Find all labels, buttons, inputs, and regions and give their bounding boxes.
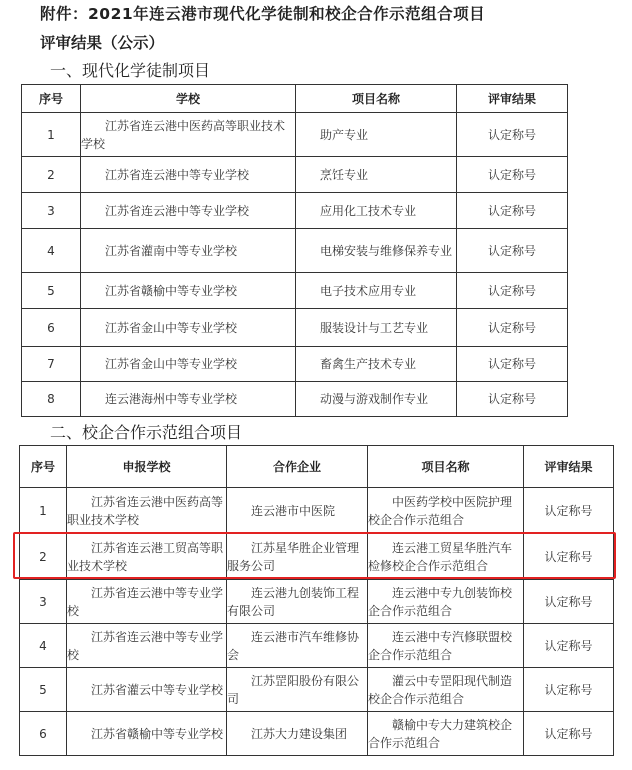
cell-no: 7 [22, 347, 81, 382]
document-subtitle: 评审结果（公示） [40, 34, 165, 52]
cell-school: 江苏省连云港工贸高等职业技术学校 [67, 534, 227, 580]
cell-no: 4 [20, 624, 67, 668]
cell-project: 连云港中专汽修联盟校企合作示范组合 [368, 624, 524, 668]
cell-project: 动漫与游戏制作专业 [296, 382, 457, 417]
cell-project: 连云港工贸星华胜汽车检修校企合作示范组合 [368, 534, 524, 580]
table-row [20, 534, 614, 580]
table-row [20, 488, 614, 534]
cell-result: 认定称号 [457, 309, 568, 347]
table-row [22, 273, 568, 309]
table-row [22, 113, 568, 157]
col-header-school: 申报学校 [67, 446, 227, 488]
cell-result: 认定称号 [457, 157, 568, 193]
table-header-row [20, 446, 614, 488]
cell-no: 8 [22, 382, 81, 417]
cell-no: 6 [22, 309, 81, 347]
document-title: 附件：2021年连云港市现代化学徒制和校企合作示范组合项目 [40, 5, 486, 23]
cell-project: 灌云中专罡阳现代制造校企合作示范组合 [368, 668, 524, 712]
cell-school: 江苏省连云港中等专业学校 [81, 193, 296, 229]
cell-result: 认定称号 [457, 229, 568, 273]
col-header-company: 合作企业 [227, 446, 368, 488]
cell-no: 1 [20, 488, 67, 534]
cell-school: 江苏省连云港中医药高等职业技术学校 [81, 113, 296, 157]
cell-project: 畜禽生产技术专业 [296, 347, 457, 382]
cell-project: 中医药学校中医院护理校企合作示范组合 [368, 488, 524, 534]
cell-no: 2 [20, 534, 67, 580]
cell-no: 1 [22, 113, 81, 157]
cell-company: 江苏星华胜企业管理服务公司 [227, 534, 368, 580]
table-header-row [22, 85, 568, 113]
school-enterprise-table [19, 445, 614, 756]
table-row [22, 157, 568, 193]
col-header-no: 序号 [22, 85, 81, 113]
cell-project: 电梯安装与维修保养专业 [296, 229, 457, 273]
cell-result: 认定称号 [457, 113, 568, 157]
cell-company: 连云港九创装饰工程有限公司 [227, 580, 368, 624]
cell-company: 连云港市中医院 [227, 488, 368, 534]
cell-school: 江苏省连云港中医药高等职业技术学校 [67, 488, 227, 534]
cell-no: 6 [20, 712, 67, 756]
cell-project: 烹饪专业 [296, 157, 457, 193]
cell-result: 认定称号 [524, 488, 614, 534]
section2-heading: 二、校企合作示范组合项目 [50, 423, 243, 442]
cell-no: 2 [22, 157, 81, 193]
cell-school: 江苏省连云港中等专业学校 [67, 624, 227, 668]
table-row [20, 580, 614, 624]
cell-result: 认定称号 [524, 712, 614, 756]
cell-company: 江苏大力建设集团 [227, 712, 368, 756]
section1-heading: 一、现代化学徒制项目 [50, 61, 211, 80]
col-header-result: 评审结果 [457, 85, 568, 113]
col-header-result: 评审结果 [524, 446, 614, 488]
table-row [22, 309, 568, 347]
cell-project: 连云港中专九创装饰校企合作示范组合 [368, 580, 524, 624]
cell-school: 江苏省金山中等专业学校 [81, 309, 296, 347]
table-row [22, 347, 568, 382]
cell-result: 认定称号 [457, 347, 568, 382]
cell-result: 认定称号 [524, 668, 614, 712]
table-row [20, 712, 614, 756]
cell-result: 认定称号 [457, 193, 568, 229]
cell-result: 认定称号 [457, 273, 568, 309]
cell-school: 江苏省连云港中等专业学校 [81, 157, 296, 193]
col-header-project: 项目名称 [368, 446, 524, 488]
cell-company: 连云港市汽车维修协会 [227, 624, 368, 668]
cell-school: 江苏省灌云中等专业学校 [67, 668, 227, 712]
cell-project: 电子技术应用专业 [296, 273, 457, 309]
cell-result: 认定称号 [524, 534, 614, 580]
cell-project: 服装设计与工艺专业 [296, 309, 457, 347]
cell-no: 3 [22, 193, 81, 229]
table-row [22, 229, 568, 273]
cell-school: 连云港海州中等专业学校 [81, 382, 296, 417]
cell-project: 应用化工技术专业 [296, 193, 457, 229]
col-header-no: 序号 [20, 446, 67, 488]
cell-school: 江苏省连云港中等专业学校 [67, 580, 227, 624]
cell-result: 认定称号 [524, 580, 614, 624]
cell-no: 4 [22, 229, 81, 273]
cell-school: 江苏省金山中等专业学校 [81, 347, 296, 382]
cell-no: 5 [22, 273, 81, 309]
cell-result: 认定称号 [457, 382, 568, 417]
table-row [22, 193, 568, 229]
cell-company: 江苏罡阳股份有限公司 [227, 668, 368, 712]
apprenticeship-table [21, 84, 568, 417]
table-row [20, 624, 614, 668]
cell-school: 江苏省赣榆中等专业学校 [81, 273, 296, 309]
cell-project: 助产专业 [296, 113, 457, 157]
col-header-project: 项目名称 [296, 85, 457, 113]
cell-project: 赣榆中专大力建筑校企合作示范组合 [368, 712, 524, 756]
cell-no: 5 [20, 668, 67, 712]
cell-result: 认定称号 [524, 624, 614, 668]
col-header-school: 学校 [81, 85, 296, 113]
cell-school: 江苏省灌南中等专业学校 [81, 229, 296, 273]
cell-no: 3 [20, 580, 67, 624]
cell-school: 江苏省赣榆中等专业学校 [67, 712, 227, 756]
table-row [20, 668, 614, 712]
table-row [22, 382, 568, 417]
